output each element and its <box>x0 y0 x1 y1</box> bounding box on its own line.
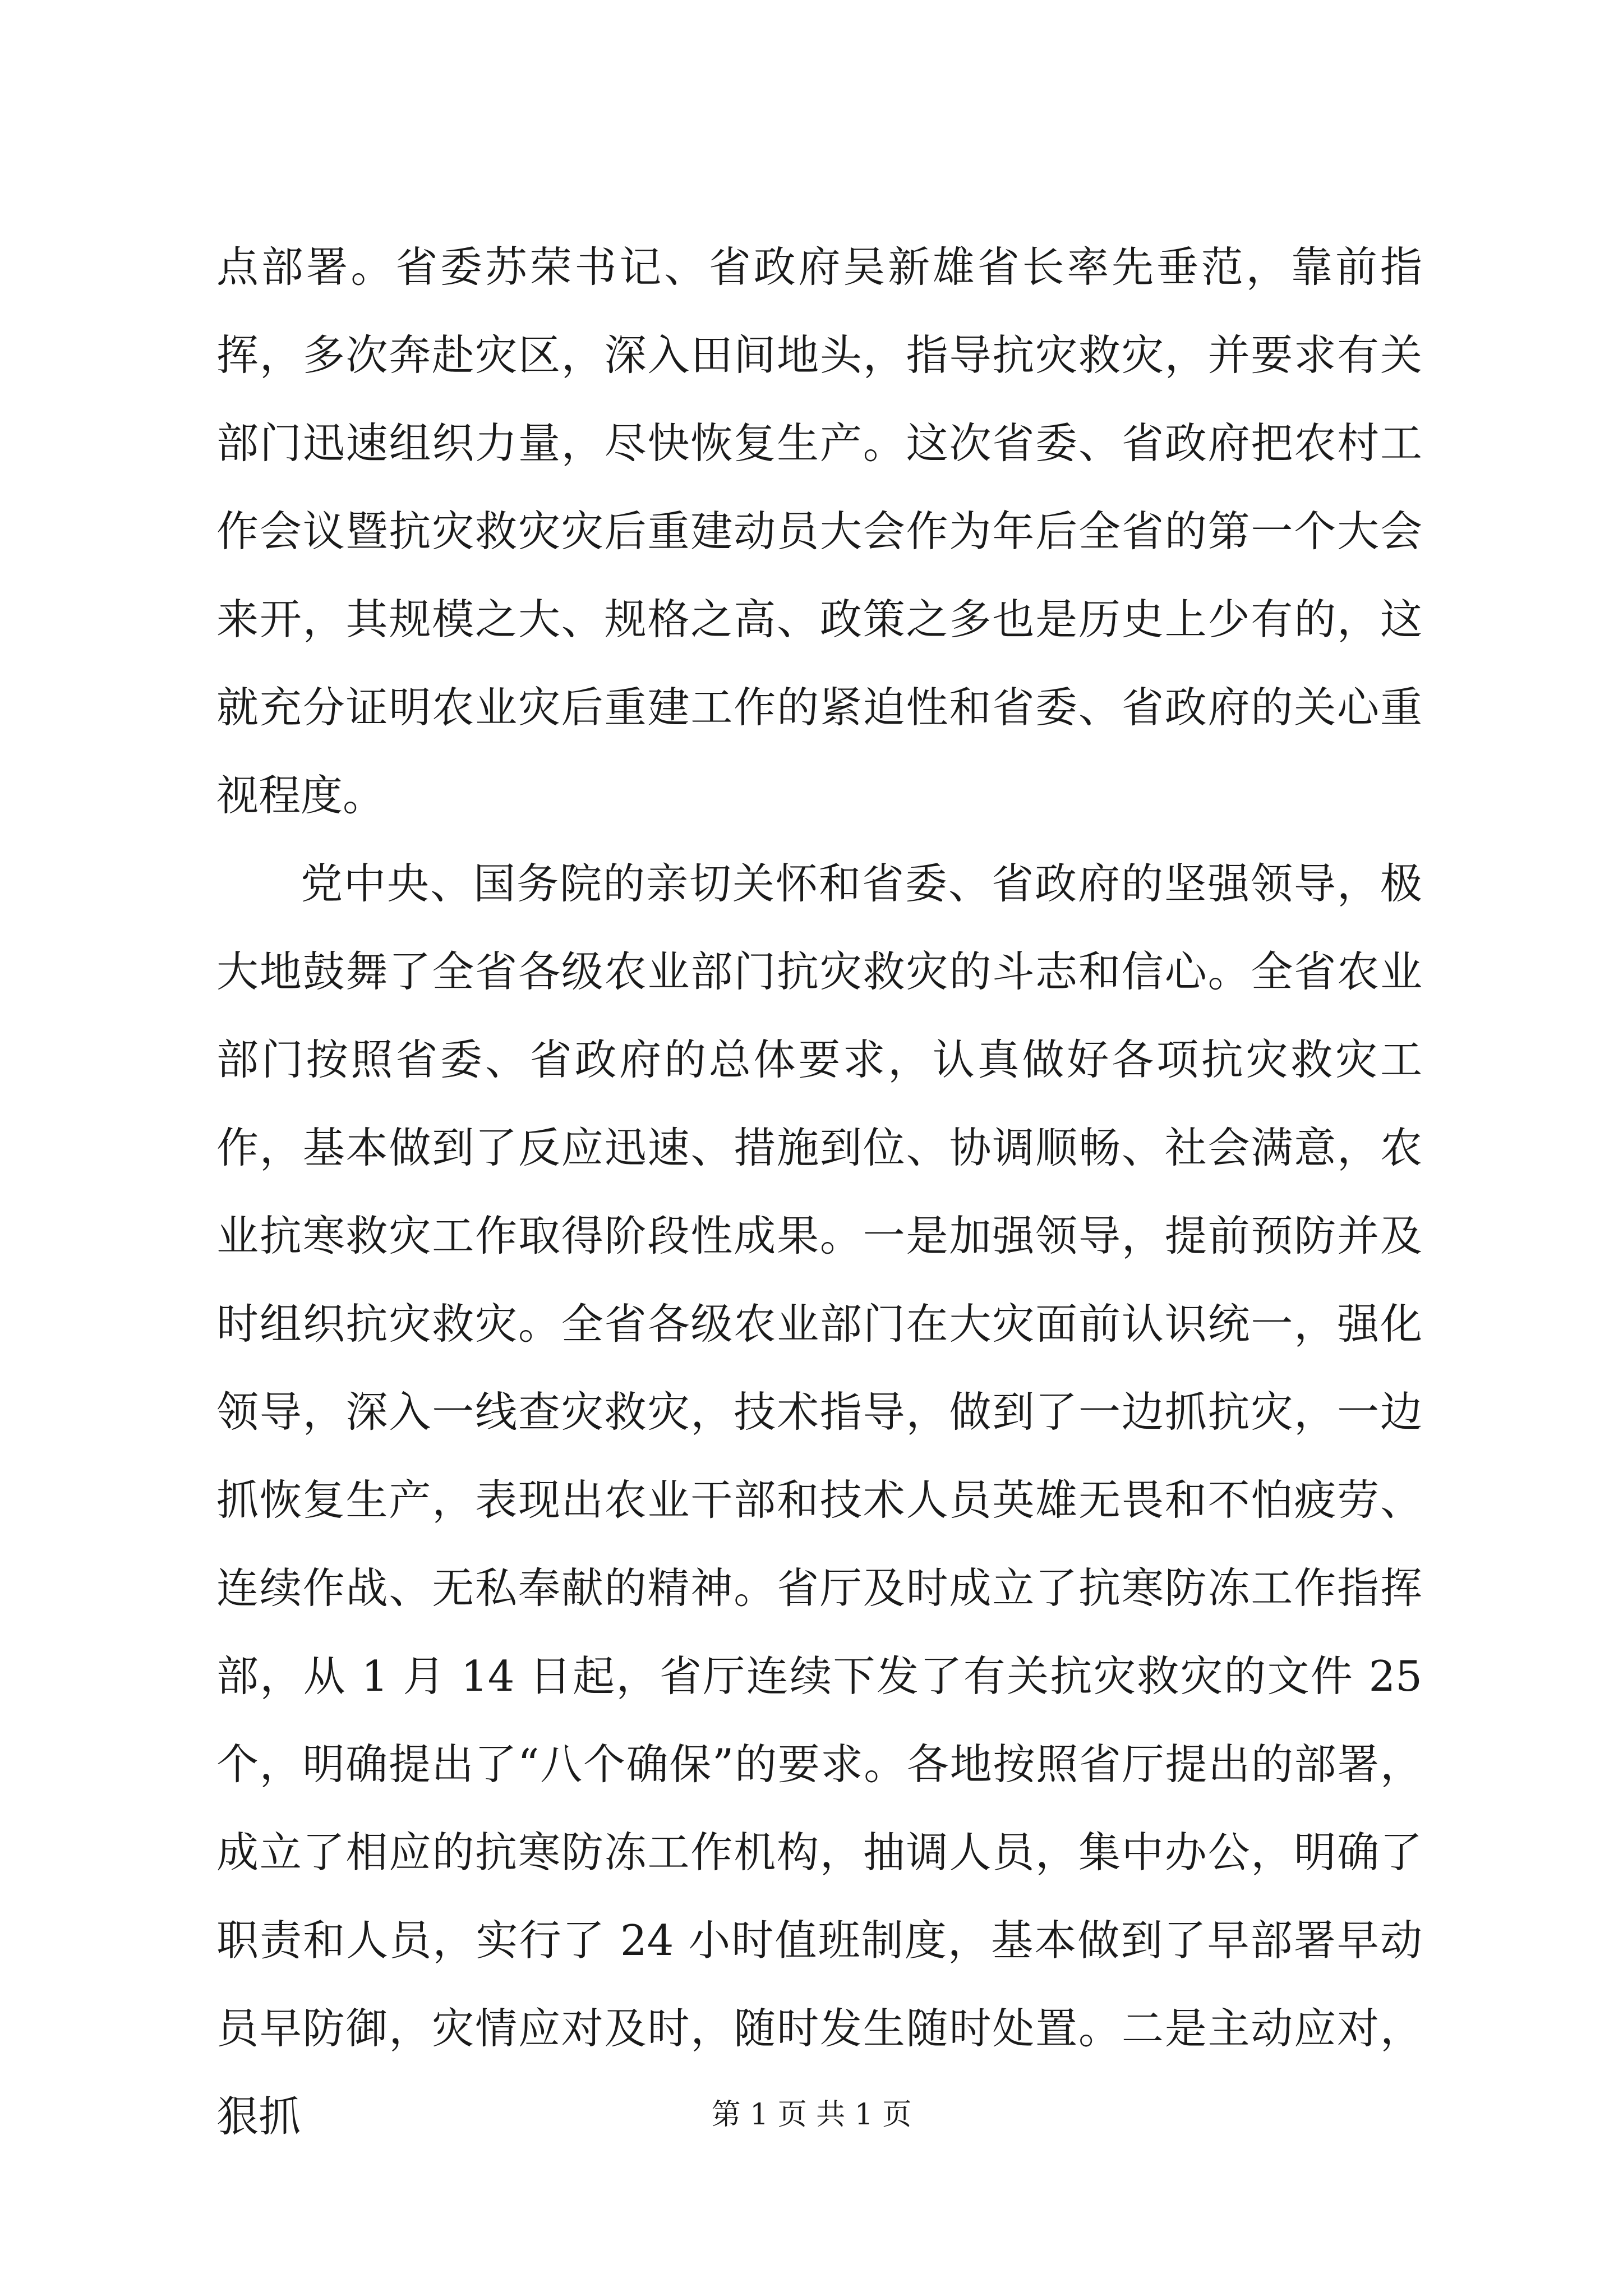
page-footer: 第 1 页 共 1 页 <box>711 2098 912 2132</box>
paragraph-main: 党中央、国务院的亲切关怀和省委、省政府的坚强领导，极大地鼓舞了全省各级农业部门抗灾救灾的斗志和信心。全省农业部门按照省委、省政府的总体要求，认真做好各项抗灾救灾工作，基本做到了反应迅速、措施到位、协调顺畅、社会满意，农业抗寒救灾工作取得阶段性成果。一是加强领导，提前预防并及时组织抗灾救灾。全省各级农业部门在大灾面前认识统一，强化领导，深入一线查灾救灾，技术指导，做到了一边抓抗灾，一边抓恢复生产，表现出农业干部和技术人员英雄无畏和不怕疲劳、连续作战、无私奉献的精神。省厅及时成立了抗寒防冻工作指挥部，从 1 月 14 日起，省厅连续下发了有关抗灾救灾的文件 25 个，明确提出了“八个确保”的要求。各地按照省厅提出的部署，成立了相应的抗寒防冻工作机构，抽调人员，集中办公，明确了职责和人员，实行了 24 小时值班制度，基本做到了早部署早动员早防御，灾情应对及时，随时发生随时处置。二是主动应对，狠抓 <box>216 859 1422 2141</box>
paragraph-continued: 点部署。省委苏荣书记、省政府吴新雄省长率先垂范，靠前指挥，多次奔赴灾区，深入田间地头，指导抗灾救灾，并要求有关部门迅速组织力量，尽快恢复生产。这次省委、省政府把农村工作会议暨抗灾救灾灾后重建动员大会作为年后全省的第一个大会来开，其规模之大、规格之高、政策之多也是历史上少有的，这就充分证明农业灾后重建工作的紧迫性和省委、省政府的关心重视程度。 <box>216 242 1422 820</box>
document-body <box>216 223 1422 2161</box>
